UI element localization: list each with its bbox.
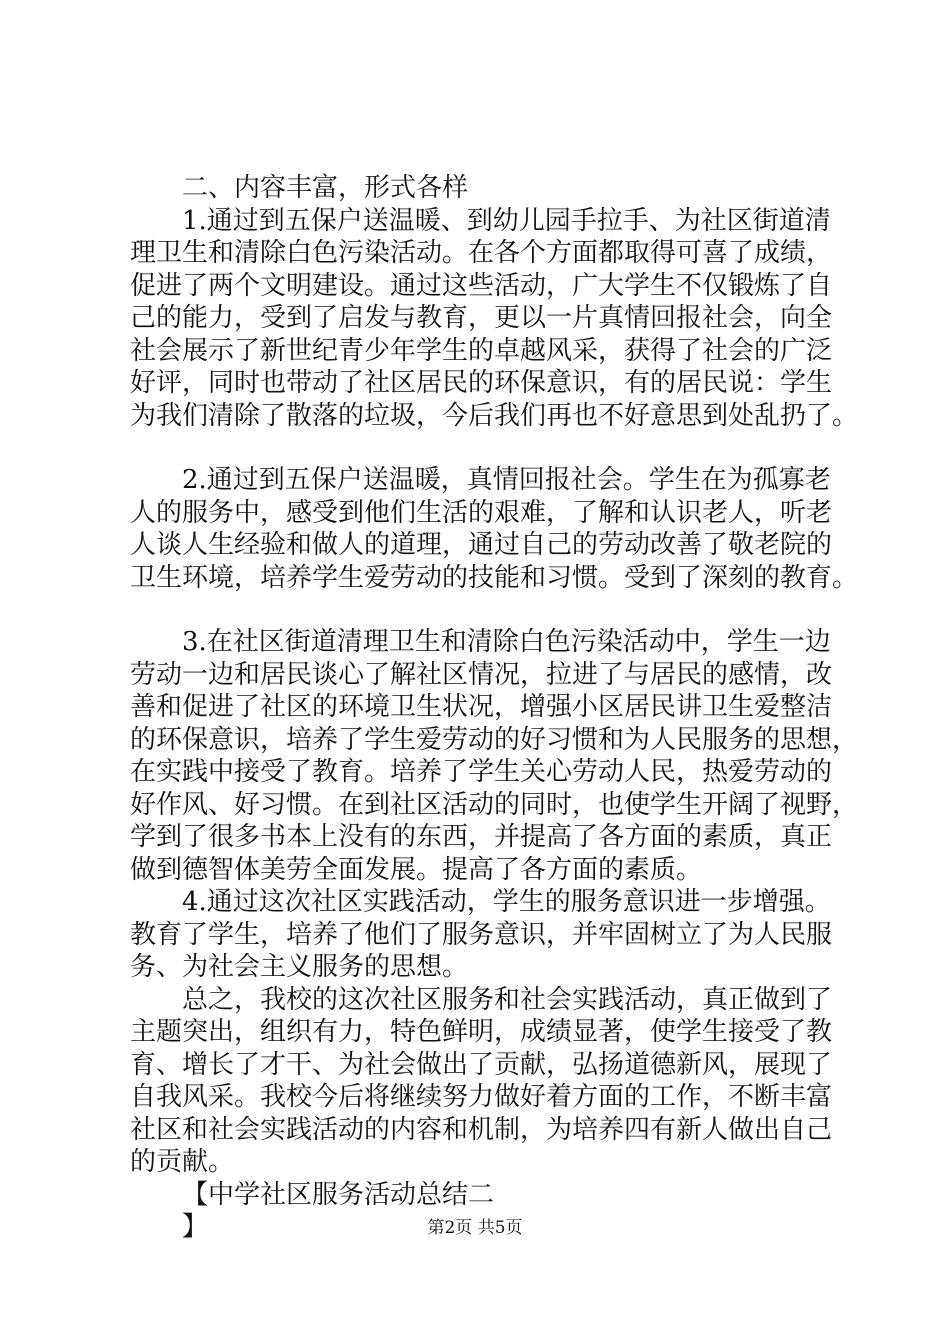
text-line: 人的服务中，感受到他们生活的艰难，了解和认识老人，听老 [130, 497, 833, 528]
text-line: 善和促进了社区的环境卫生状况，增强小区居民讲卫生爱整洁 [130, 692, 833, 722]
paragraph-2 [130, 464, 859, 594]
text-line: 2.通过到五保户送温暖，真情回报社会。学生在为孤寡老 [182, 465, 831, 495]
text-line: 学到了很多书本上没有的东西，并提高了各方面的素质，真正 [130, 822, 833, 852]
text-line: 促进了两个文明建设。通过这些活动，广大学生不仅锻炼了自 [130, 270, 833, 301]
section-title-line: 】 [182, 1212, 209, 1242]
text-line: 理卫生和清除白色污染活动。在各个方面都取得可喜了成绩， [130, 238, 833, 268]
paragraph-gap [130, 594, 850, 626]
text-line: 人谈人生经验和做人的道理，通过自己的劳动改善了敬老院的 [130, 530, 833, 560]
text-line: 教育了学生，培养了他们了服务意识，并牢固树立了为人民服 [130, 919, 833, 950]
paragraph-3 [130, 626, 859, 886]
paragraph-4 [130, 886, 850, 984]
section-heading: 二、内容丰富，形式各样 [182, 173, 469, 203]
text-line: 主题突出，组织有力，特色鲜明，成绩显著，使学生接受了教 [130, 1017, 833, 1047]
text-line: 为我们清除了散落的垃圾，今后我们再也不好意思到处乱扔了。 [130, 400, 859, 431]
text-line: 的环保意识，培养了学生爱劳动的好习惯和为人民服务的思想， [130, 724, 859, 755]
section-title-line: 【中学社区服务活动总结二 [182, 1179, 495, 1210]
text-line: 卫生环境，培养学生爱劳动的技能和习惯。受到了深刻的教育。 [130, 562, 859, 593]
paragraph-gap [130, 432, 850, 464]
text-line: 社会展示了新世纪青少年学生的卓越风采，获得了社会的广泛 [130, 335, 833, 366]
text-line: 总之，我校的这次社区服务和社会实践活动，真正做到了 [182, 984, 833, 1015]
text-line: 好作风、好习惯。在到社区活动的同时，也使学生开阔了视野， [130, 789, 859, 820]
text-line: 做到德智体美劳全面发展。提高了各方面的素质。 [130, 854, 703, 885]
text-line: 育、增长了才干、为社会做出了贡献，弘扬道德新风，展现了 [130, 1049, 833, 1080]
text-line: 好评，同时也带动了社区居民的环保意识，有的居民说：学生 [130, 368, 833, 398]
text-line: 劳动一边和居民谈心了解社区情况，拉进了与居民的感情，改 [130, 659, 833, 690]
page-number-footer: 第2页 共5页 [427, 1218, 523, 1238]
paragraph-5 [130, 984, 850, 1179]
text-line: 在实践中接受了教育。培养了学生关心劳动人民，热爱劳动的 [130, 757, 833, 787]
text-line: 务、为社会主义服务的思想。 [130, 952, 469, 982]
document-body [130, 172, 859, 1244]
text-line: 4.通过这次社区实践活动，学生的服务意识进一步增强。 [182, 887, 831, 917]
text-line: 3.在社区街道清理卫生和清除白色污染活动中，学生一边 [182, 627, 831, 657]
paragraph-1 [130, 205, 859, 433]
text-line: 自我风采。我校今后将继续努力做好着方面的工作，不断丰富 [130, 1082, 833, 1112]
text-line: 社区和社会实践活动的内容和机制，为培养四有新人做出自己 [130, 1114, 833, 1145]
text-line: 己的能力，受到了启发与教育，更以一片真情回报社会，向全 [130, 303, 833, 333]
text-line: 的贡献。 [130, 1147, 235, 1177]
text-line: 1.通过到五保户送温暖、到幼儿园手拉手、为社区街道清 [182, 205, 831, 236]
